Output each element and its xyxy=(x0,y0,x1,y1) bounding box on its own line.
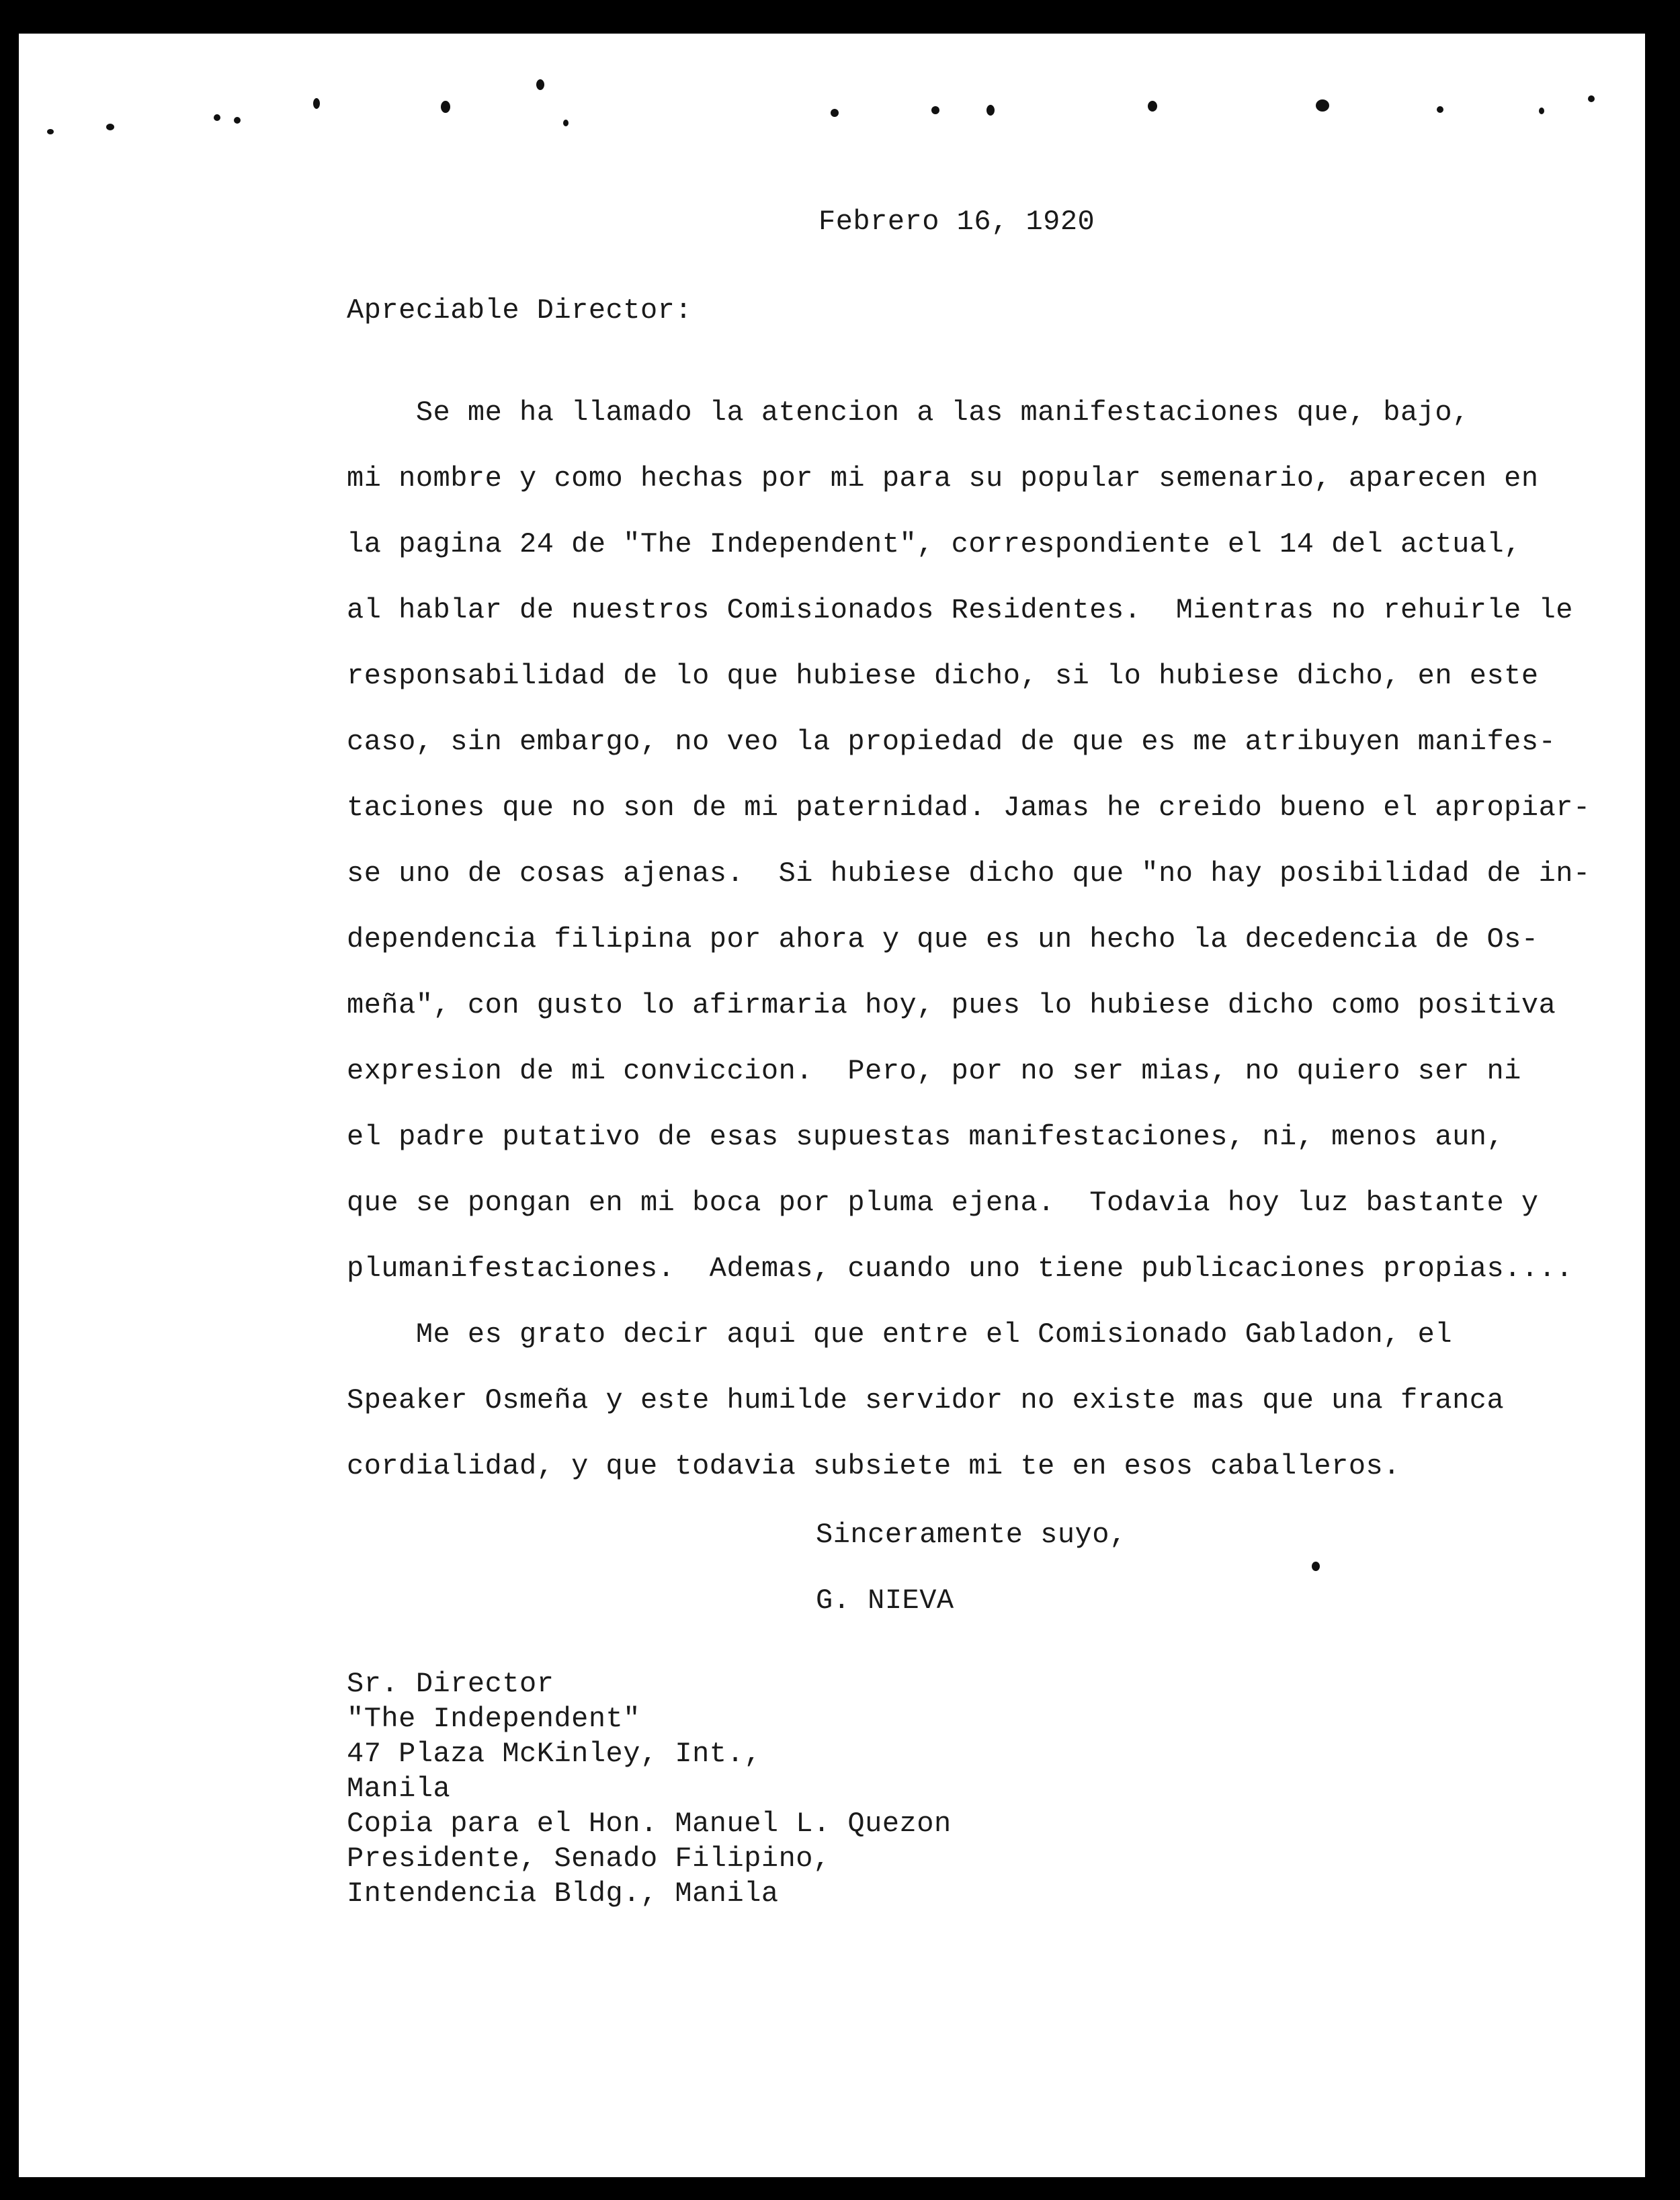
letter-date: Febrero 16, 1920 xyxy=(818,206,1095,238)
salutation: Apreciable Director: xyxy=(347,294,693,327)
signature: G. NIEVA xyxy=(816,1584,954,1617)
scan-mark xyxy=(214,114,220,121)
scan-mark xyxy=(234,117,241,124)
body-line: expresion de mi conviccion. Pero, por no ser mias, no quiero ser ni xyxy=(347,1055,1521,1087)
scan-mark xyxy=(1437,106,1443,113)
address-line: "The Independent" xyxy=(347,1703,640,1735)
letter-body xyxy=(347,396,1610,1539)
body-line: que se pongan en mi boca por pluma ejena. Todavia hoy luz bastante y xyxy=(347,1187,1539,1219)
body-line: al hablar de nuestros Comisionados Residentes. Mientras no rehuirle le xyxy=(347,594,1573,626)
scan-mark xyxy=(563,120,569,126)
scan-mark xyxy=(47,129,54,134)
body-line: cordialidad, y que todavia subsiete mi te en esos caballeros. xyxy=(347,1450,1400,1482)
scan-mark xyxy=(931,106,939,114)
address-line: Intendencia Bldg., Manila xyxy=(347,1877,779,1910)
address-line: Manila xyxy=(347,1773,451,1805)
body-line: Me es grato decir aqui que entre el Comisionado Gabladon, el xyxy=(347,1318,1453,1351)
letter-page xyxy=(19,34,1645,2177)
scan-mark xyxy=(1539,108,1544,114)
address-line: Sr. Director xyxy=(347,1668,554,1700)
address-line: 47 Plaza McKinley, Int., xyxy=(347,1738,761,1770)
body-line: dependencia filipina por ahora y que es un hecho la decedencia de Os- xyxy=(347,923,1539,956)
scan-mark xyxy=(831,109,839,117)
body-line: el padre putativo de esas supuestas manifestaciones, ni, menos aun, xyxy=(347,1121,1505,1153)
scan-mark xyxy=(986,105,995,116)
body-line: mi nombre y como hechas por mi para su popular semenario, aparecen en xyxy=(347,462,1539,495)
body-line: caso, sin embargo, no veo la propiedad de que es me atribuyen manifes- xyxy=(347,726,1556,758)
body-line: Se me ha llamado la atencion a las manifestaciones que, bajo, xyxy=(347,396,1470,429)
address-line: Copia para el Hon. Manuel L. Quezon xyxy=(347,1808,952,1840)
body-line: la pagina 24 de "The Independent", correspondiente el 14 del actual, xyxy=(347,528,1521,560)
body-line: taciones que no son de mi paternidad. Jamas he creido bueno el apropiar- xyxy=(347,792,1591,824)
body-line: Speaker Osmeña y este humilde servidor no existe mas que una franca xyxy=(347,1384,1505,1416)
scan-mark xyxy=(1148,101,1157,112)
body-line: meña", con gusto lo afirmaria hoy, pues lo hubiese dicho como positiva xyxy=(347,989,1556,1021)
body-line: plumanifestaciones. Ademas, cuando uno tiene publicaciones propias.... xyxy=(347,1253,1573,1285)
scan-mark xyxy=(313,98,320,109)
address-line: Presidente, Senado Filipino, xyxy=(347,1843,831,1875)
scan-mark xyxy=(1588,95,1595,102)
scan-mark xyxy=(441,101,450,113)
body-line: se uno de cosas ajenas. Si hubiese dicho que "no hay posibilidad de in- xyxy=(347,857,1591,890)
closing: Sinceramente suyo, xyxy=(816,1519,1127,1551)
address-block xyxy=(347,1668,1086,1950)
body-line: responsabilidad de lo que hubiese dicho, si lo hubiese dicho, en este xyxy=(347,660,1539,692)
scan-mark xyxy=(106,124,114,130)
scan-mark xyxy=(1312,1562,1320,1571)
scan-mark xyxy=(1316,99,1329,112)
scan-mark xyxy=(536,79,544,90)
